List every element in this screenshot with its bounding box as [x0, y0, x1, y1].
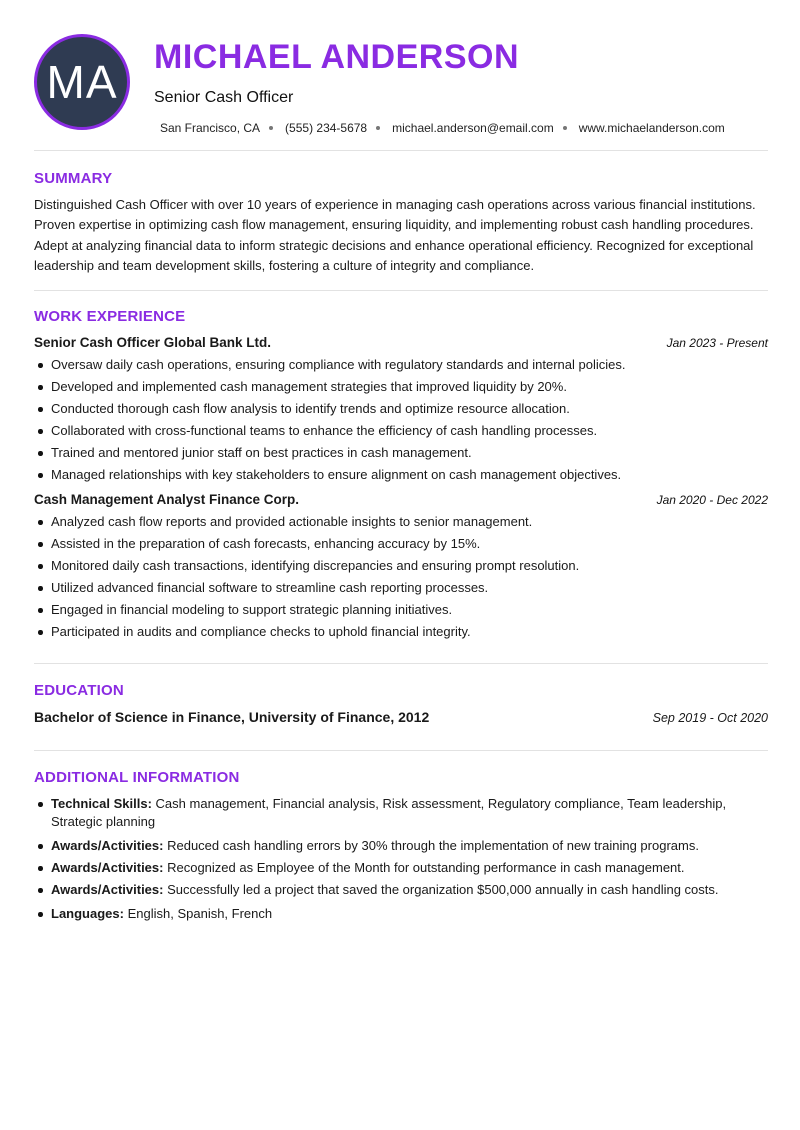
contact-separator: [269, 126, 273, 130]
resume-page: [34, 34, 768, 927]
list-item: Assisted in the preparation of cash forecasts, enhancing accuracy by 15%.: [34, 535, 768, 553]
resume-header: [34, 34, 768, 138]
item-label: Technical Skills:: [51, 796, 152, 812]
job-title: Senior Cash Officer Global Bank Ltd.: [34, 335, 272, 351]
list-item: Collaborated with cross-functional teams to enhance the efficiency of cash handling processes.: [34, 422, 768, 440]
list-item: [34, 881, 768, 899]
job-bullets: [34, 513, 768, 641]
item-text: Cash management, Financial analysis, Risk assessment, Regulatory compliance, Team leadership, Strategic planning: [51, 796, 727, 830]
item-label: Awards/Activities:: [51, 882, 164, 898]
contact-website[interactable]: www.michaelanderson.com: [578, 121, 725, 135]
experience-heading: WORK EXPERIENCE: [34, 308, 186, 326]
list-item: [34, 837, 768, 855]
list-item: Engaged in financial modeling to support strategic planning initiatives.: [34, 601, 768, 619]
divider: [34, 663, 768, 664]
divider: [34, 150, 768, 151]
summary-heading: SUMMARY: [34, 170, 113, 187]
job-title: Cash Management Analyst Finance Corp.: [34, 492, 300, 508]
contact-email[interactable]: michael.anderson@email.com: [392, 121, 554, 135]
contact-line: [160, 121, 725, 135]
summary-section: [34, 170, 768, 276]
candidate-title: Senior Cash Officer: [154, 89, 294, 106]
additional-section: [34, 769, 768, 923]
contact-phone: (555) 234-5678: [285, 121, 368, 135]
additional-heading: ADDITIONAL INFORMATION: [34, 769, 240, 787]
list-item: [34, 859, 768, 877]
list-item: Conducted thorough cash flow analysis to identify trends and optimize resource allocation.: [34, 400, 768, 418]
contact-location: San Francisco, CA: [160, 121, 261, 135]
additional-list: [34, 795, 768, 923]
avatar: [34, 34, 130, 130]
list-item: Oversaw daily cash operations, ensuring compliance with regulatory standards and internal policies.: [34, 356, 768, 374]
list-item: Developed and implemented cash management strategies that improved liquidity by 20%.: [34, 378, 768, 396]
job-date: Jan 2020 - Dec 2022: [656, 493, 768, 508]
education-section: [34, 682, 768, 725]
education-degree: Bachelor of Science in Finance, University of Finance, 2012: [34, 709, 430, 726]
item-text: Recognized as Employee of the Month for outstanding performance in cash management.: [167, 860, 685, 876]
summary-text: Distinguished Cash Officer with over 10 years of experience in managing cash operations across various financial institutions. Proven expertise in optimizing cash flow management, ensuring liquidity, and implementing robust cash handling procedures. Adept at analyzing financial data to inform strategic decisions and enhance operational efficiency. Recognized for exceptional leadership and team development skills, fostering a culture of integrity and compliance.: [34, 197, 756, 273]
list-item: Managed relationships with key stakeholders to ensure alignment on cash management objectives.: [34, 466, 768, 484]
item-label: Languages:: [51, 906, 124, 922]
contact-separator: [376, 126, 380, 130]
experience-section: [34, 308, 768, 641]
list-item: Utilized advanced financial software to streamline cash reporting processes.: [34, 579, 768, 597]
list-item: Analyzed cash flow reports and provided actionable insights to senior management.: [34, 513, 768, 531]
divider: [34, 290, 768, 291]
list-item: [34, 795, 768, 831]
item-text: Successfully led a project that saved the organization $500,000 annually in cash handling costs.: [167, 882, 719, 898]
job-bullets: [34, 356, 768, 484]
education-date: Sep 2019 - Oct 2020: [652, 711, 768, 726]
item-label: Awards/Activities:: [51, 860, 164, 876]
avatar-initials: MA: [46, 56, 118, 108]
job-header: [34, 335, 768, 350]
education-heading: EDUCATION: [34, 682, 124, 700]
job-date: Jan 2023 - Present: [666, 336, 768, 351]
list-item: Monitored daily cash transactions, identifying discrepancies and ensuring prompt resolution.: [34, 557, 768, 575]
list-item: Participated in audits and compliance checks to uphold financial integrity.: [34, 623, 768, 641]
job-header: [34, 492, 768, 507]
divider: [34, 750, 768, 751]
job-entry: [34, 335, 768, 484]
item-text: Reduced cash handling errors by 30% through the implementation of new training programs.: [167, 838, 699, 854]
education-entry: [34, 709, 768, 725]
candidate-name: MICHAEL ANDERSON: [154, 38, 520, 76]
item-text: English, Spanish, French: [127, 906, 273, 922]
contact-separator: [563, 126, 567, 130]
item-label: Awards/Activities:: [51, 838, 164, 854]
job-entry: [34, 492, 768, 641]
list-item: Trained and mentored junior staff on best practices in cash management.: [34, 444, 768, 462]
list-item: [34, 905, 768, 923]
